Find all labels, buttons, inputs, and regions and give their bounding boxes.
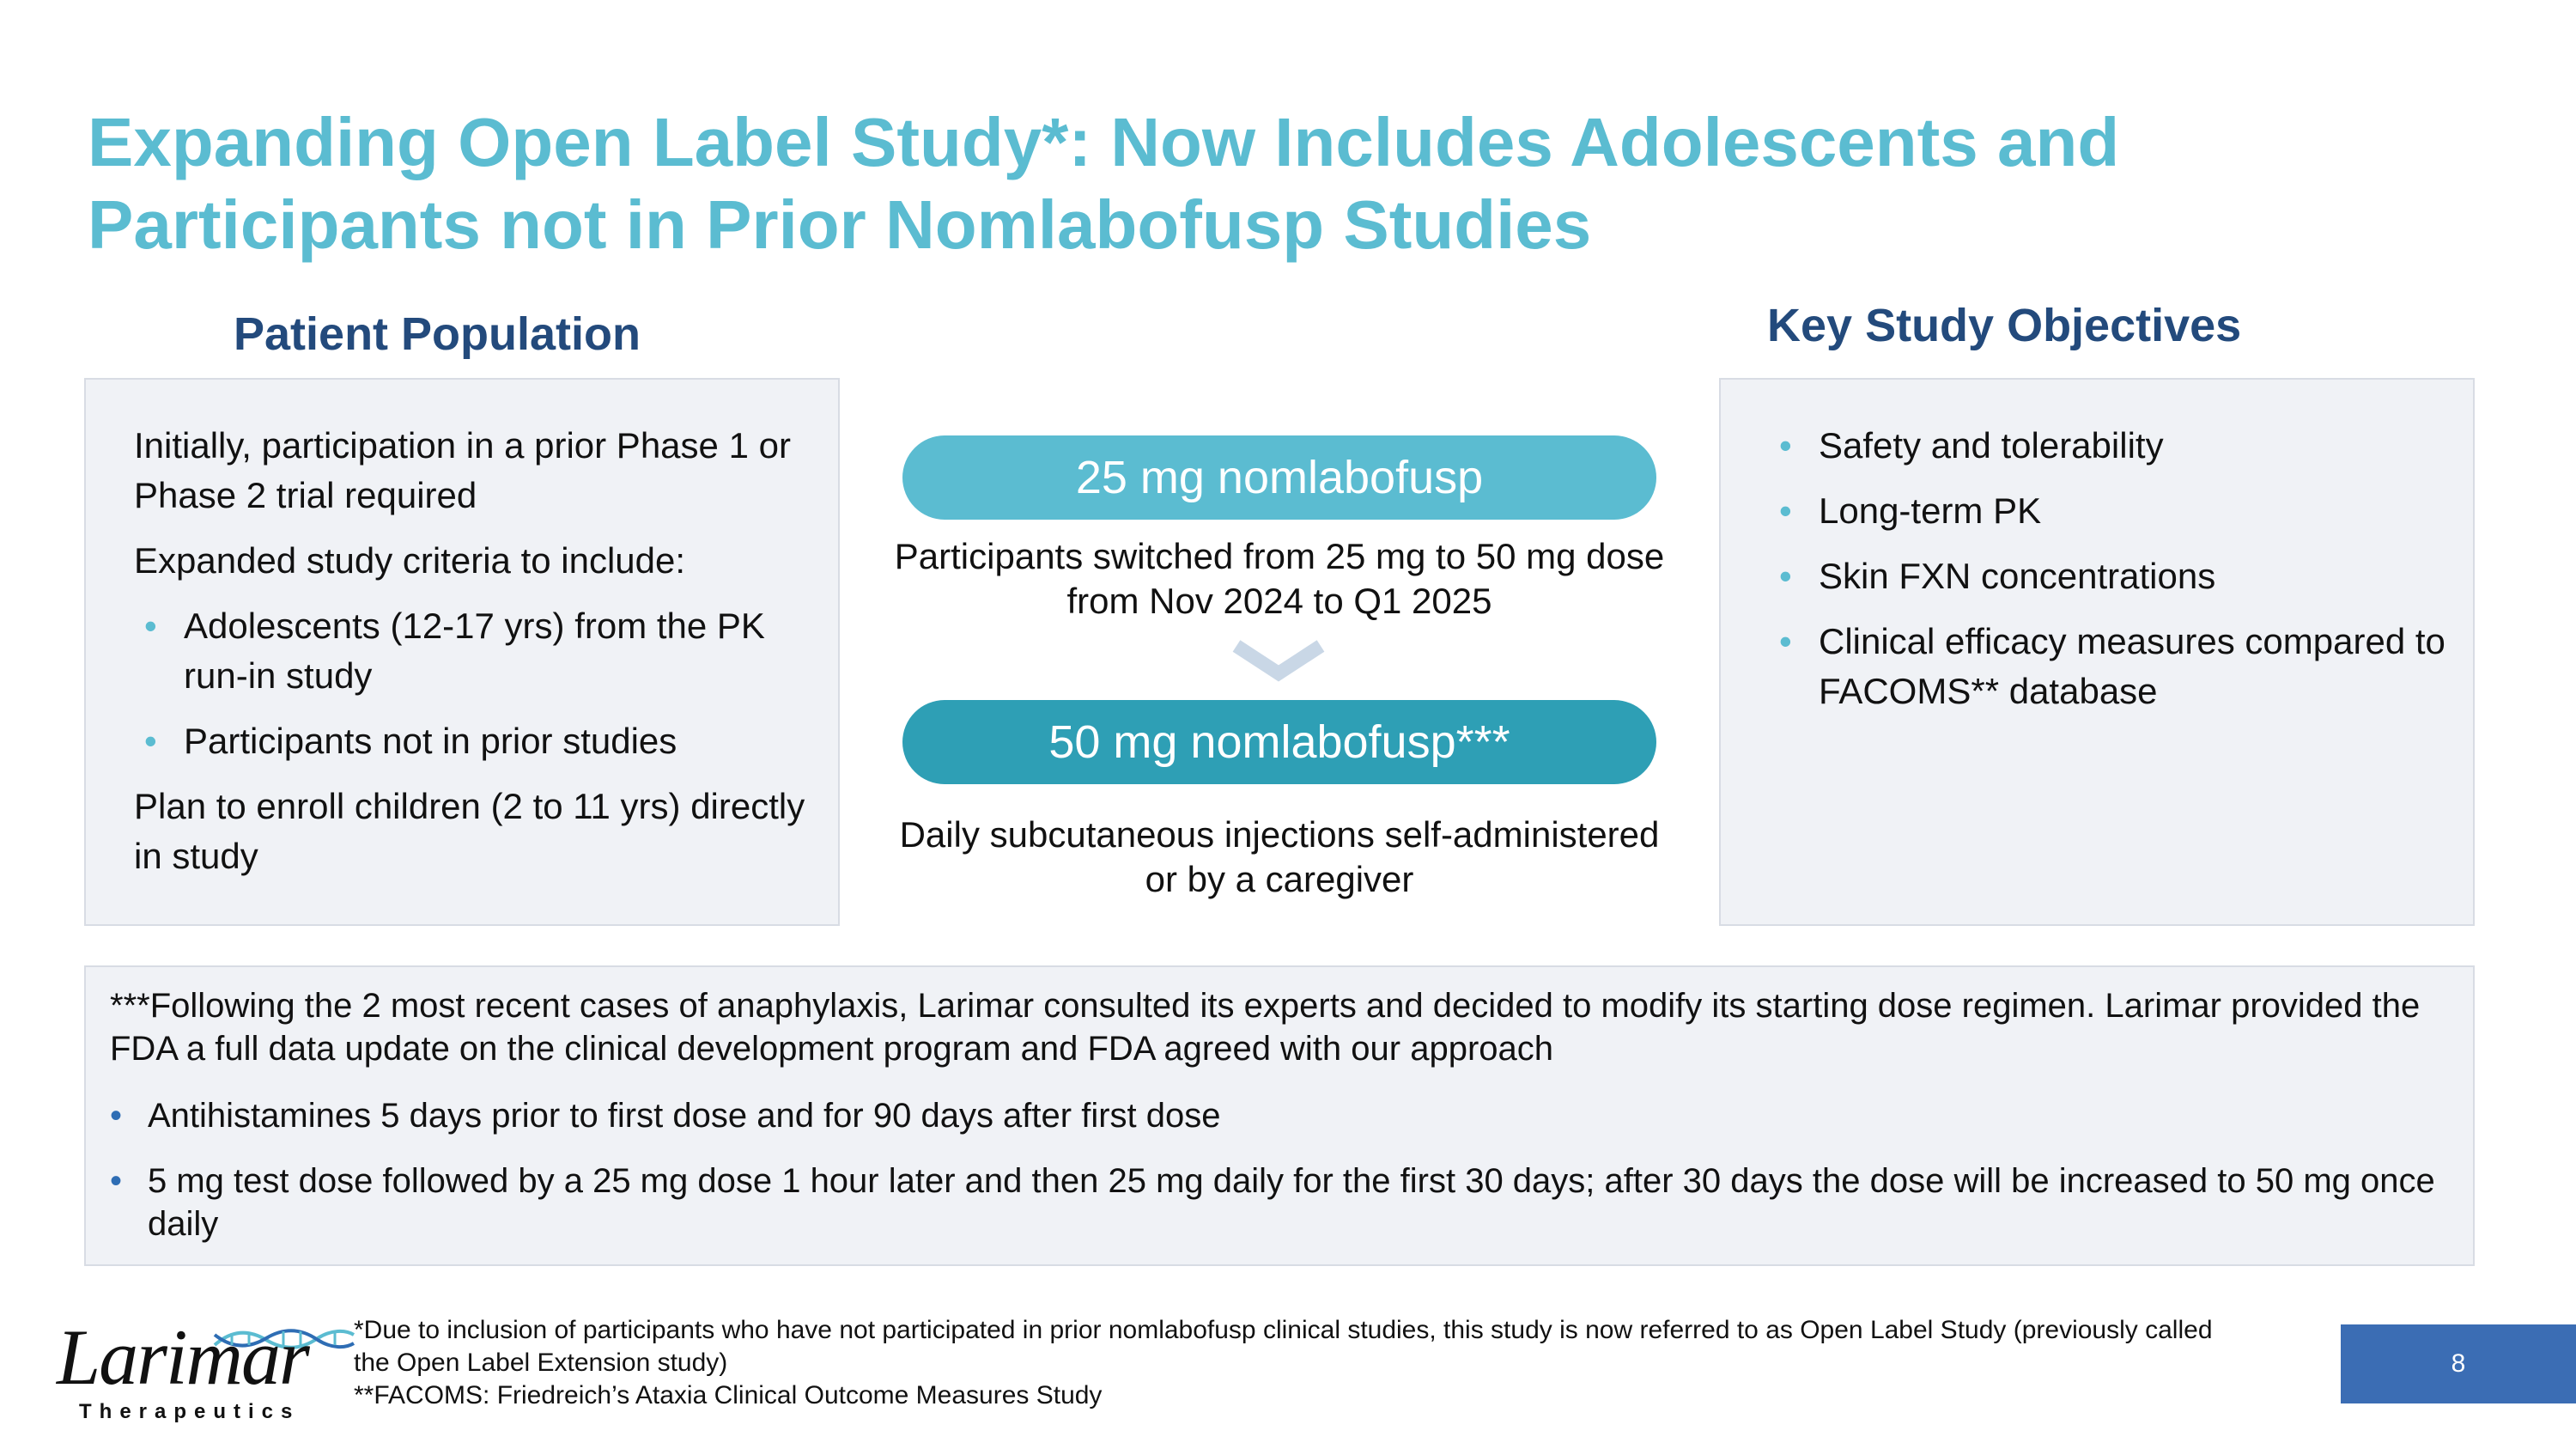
larimar-logo [53, 1313, 311, 1423]
enroll-children-text: Plan to enroll children (2 to 11 yrs) directly in study [134, 786, 805, 876]
list-item [110, 1160, 2445, 1245]
key-study-objectives-panel [1719, 378, 2475, 926]
bullet-text: Long-term PK [1819, 490, 2042, 531]
bullet-icon: • [110, 1097, 123, 1135]
bullet-icon: • [144, 606, 157, 646]
dose-50mg-pill: 50 mg nomlabofusp*** [902, 700, 1656, 784]
administration-note: Daily subcutaneous injections self-administered or by a caregiver [899, 814, 1660, 899]
bullet-text: Antihistamines 5 days prior to first dose and for 90 days after first dose [148, 1097, 1221, 1135]
bullet-text: Skin FXN concentrations [1819, 556, 2216, 596]
patient-population-heading: Patient Population [234, 308, 641, 360]
list-item [134, 601, 821, 701]
bullet-icon: • [144, 721, 157, 761]
list-item [110, 1094, 2445, 1137]
bullet-text: Clinical efficacy measures compared to FACOMS** database [1819, 621, 2445, 711]
bullet-text: Participants not in prior studies [184, 721, 677, 761]
slide-title-line-1: Expanding Open Label Study*: Now Includes Adolescents and [88, 104, 2120, 180]
bullet-icon: • [1779, 621, 1792, 661]
bullet-icon: • [1779, 425, 1792, 466]
bullet-text: Safety and tolerability [1819, 425, 2164, 466]
dose-25mg-pill: 25 mg nomlabofusp [902, 435, 1656, 520]
expanded-criteria-text: Expanded study criteria to include: [134, 540, 686, 581]
list-item [134, 716, 821, 766]
dose-switch-note: Participants switched from 25 mg to 50 mg dose from Nov 2024 to Q1 2025 [894, 536, 1665, 621]
bullet-icon: • [1779, 490, 1792, 531]
footnotes [354, 1314, 2243, 1412]
chevron-down-icon [1231, 639, 1326, 682]
anaphylaxis-note-content [110, 984, 2445, 1268]
page-number: 8 [2341, 1324, 2576, 1403]
patient-population-content [134, 421, 821, 897]
slide-title [88, 101, 2406, 266]
patient-population-panel [84, 378, 840, 926]
bullet-text: Adolescents (12-17 yrs) from the PK run-in study [184, 606, 765, 696]
list-item [1769, 551, 2456, 601]
anaphylaxis-note-panel [84, 965, 2475, 1266]
logo-subtitle: Therapeutics [79, 1400, 301, 1423]
logo-wordmark: Larimar [57, 1313, 308, 1401]
list-item [1769, 486, 2456, 536]
bullet-text: 5 mg test dose followed by a 25 mg dose 1 hour later and then 25 mg daily for the first 30 days; after 30 days the dose will be increased to 50 mg once daily [148, 1162, 2435, 1243]
anaphylaxis-intro-text: ***Following the 2 most recent cases of anaphylaxis, Larimar consulted its experts and decided to modify its starting dose regimen. Larimar provided the FDA a full data update on the clinical development program and FDA agreed with our approach [110, 987, 2421, 1068]
bullet-icon: • [110, 1162, 123, 1200]
key-study-objectives-heading: Key Study Objectives [1767, 300, 2242, 351]
list-item [1769, 617, 2456, 716]
bullet-icon: • [1779, 556, 1792, 596]
list-item [1769, 421, 2456, 471]
objectives-content [1769, 421, 2456, 732]
footnote-facoms: **FACOMS: Friedreich’s Ataxia Clinical Outcome Measures Study [354, 1381, 1103, 1409]
footnote-open-label: *Due to inclusion of participants who have not participated in prior nomlabofusp clinical studies, this study is now referred to as Open Label Study (previously called the Open Label Extension study) [354, 1316, 2213, 1377]
slide-title-line-2: Participants not in Prior Nomlabofusp Studies [88, 186, 1592, 263]
initial-participation-text: Initially, participation in a prior Phase 1 or Phase 2 trial required [134, 425, 791, 515]
